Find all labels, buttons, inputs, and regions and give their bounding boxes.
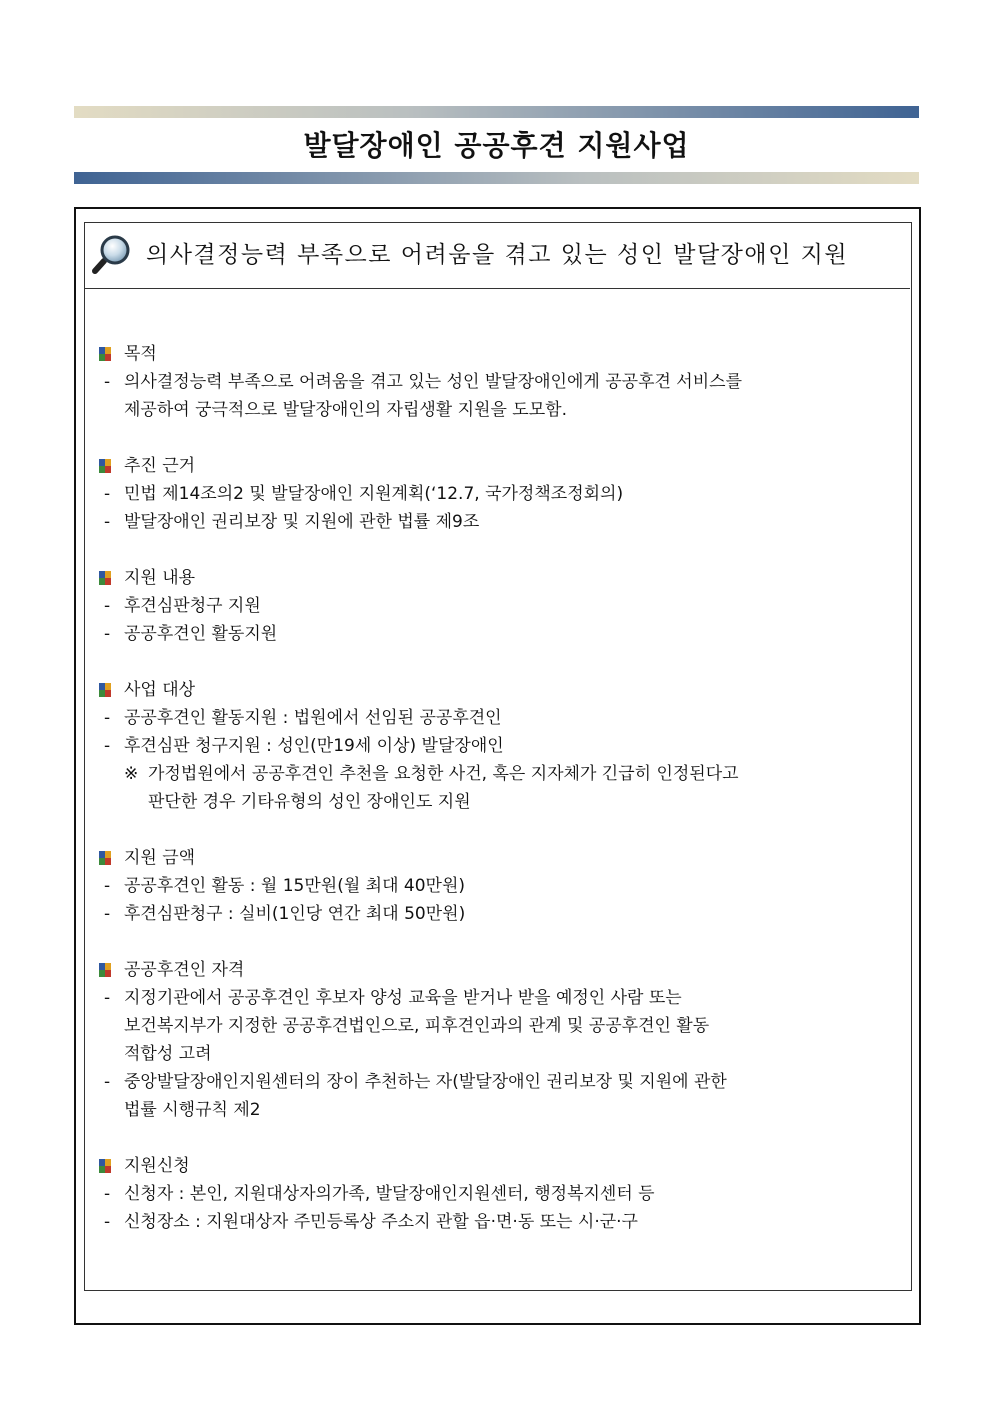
list-item [97,984,897,1068]
section-bullet-icon [99,683,111,697]
section-bullet-icon [99,963,111,977]
section-heading [97,1152,897,1180]
list-item [97,1208,897,1236]
list-item-line: 판단한 경우 기타유형의 성인 장애인도 지원 [148,792,471,812]
section [97,452,897,536]
section [97,340,897,424]
section-heading-text: 목적 [124,344,157,364]
list-item [97,508,897,536]
section [97,1152,897,1236]
list-dash: - [104,904,111,924]
list-item [97,592,897,620]
magnifier-icon [90,234,132,276]
section-bullet-icon [99,347,111,361]
list-dash: - [104,988,111,1008]
list-dash: - [104,596,111,616]
list-item [97,900,897,928]
list-item-line: 후견심판 청구지원 : 성인(만19세 이상) 발달장애인 [124,736,504,756]
section-bullet-icon [99,1159,111,1173]
page-title: 발달장애인 공공후견 지원사업 [303,129,690,162]
section [97,564,897,648]
note-mark: ※ [124,764,139,784]
list-item-line: 신청장소 : 지원대상자 주민등록상 주소지 관할 읍·면·동 또는 시·군·구 [124,1212,638,1232]
header-bar-top [74,106,919,118]
list-item-line: 공공후견인 활동지원 [124,624,278,644]
list-item-line: 공공후견인 활동 : 월 15만원(월 최대 40만원) [124,876,466,896]
section [97,844,897,928]
section-bullet-icon [99,459,111,473]
section-heading-text: 지원 내용 [124,568,196,588]
section-bullet-icon [99,571,111,585]
list-dash: - [104,876,111,896]
list-dash: - [104,1072,111,1092]
section-heading [97,956,897,984]
list-item [97,704,897,732]
list-dash: - [104,512,111,532]
header-bar-bottom [74,172,919,184]
list-dash: - [104,1212,111,1232]
section-heading-text: 공공후견인 자격 [124,960,245,980]
list-item-line: 공공후견인 활동지원 : 법원에서 선임된 공공후견인 [124,708,502,728]
list-dash: - [104,624,111,644]
list-dash: - [104,484,111,504]
list-item [97,1068,897,1124]
note-item [97,760,897,816]
section [97,956,897,1124]
list-item-line: 중앙발달장애인지원센터의 장이 추천하는 자(발달장애인 권리보장 및 지원에 관한 [124,1072,727,1092]
section-heading-text: 추진 근거 [124,456,196,476]
section-bullet-icon [99,851,111,865]
list-item-line: 후견심판청구 : 실비(1인당 연간 최대 50만원) [124,904,466,924]
list-item-line: 보건복지부가 지정한 공공후견법인으로, 피후견인과의 관계 및 공공후견인 활동 [124,1016,710,1036]
list-item-line: 법률 시행규칙 제2 [124,1100,261,1120]
list-item [97,732,897,760]
section-heading [97,340,897,368]
section [97,676,897,816]
list-item [97,1180,897,1208]
list-dash: - [104,708,111,728]
subtitle-row [84,222,910,289]
list-item [97,620,897,648]
list-dash: - [104,1184,111,1204]
list-item-line: 발달장애인 권리보장 및 지원에 관한 법률 제9조 [124,512,480,532]
list-item-line: 신청자 : 본인, 지원대상자의가족, 발달장애인지원센터, 행정복지센터 등 [124,1184,655,1204]
section-heading [97,564,897,592]
section-heading [97,452,897,480]
section-heading [97,844,897,872]
list-item-line: 지정기관에서 공공후견인 후보자 양성 교육을 받거나 받을 예정인 사람 또는 [124,988,682,1008]
list-item-line: 의사결정능력 부족으로 어려움을 겪고 있는 성인 발달장애인에게 공공후견 서비스를 [124,372,742,392]
list-item-line: 제공하여 궁극적으로 발달장애인의 자립생활 지원을 도모함. [124,400,567,420]
list-item-line: 후견심판청구 지원 [124,596,261,616]
section-heading [97,676,897,704]
section-heading-text: 사업 대상 [124,680,196,700]
list-item-line: 가정법원에서 공공후견인 추천을 요청한 사건, 혹은 지자체가 긴급히 인정된다고 [148,764,739,784]
list-item [97,872,897,900]
subtitle: 의사결정능력 부족으로 어려움을 겪고 있는 성인 발달장애인 지원 [146,242,849,268]
list-item-line: 민법 제14조의2 및 발달장애인 지원계획(‘12.7, 국가정책조정회의) [124,484,624,504]
list-dash: - [104,736,111,756]
list-item [97,480,897,508]
section-heading-text: 지원신청 [124,1156,190,1176]
list-item [97,368,897,424]
list-item-line: 적합성 고려 [124,1044,212,1064]
document-body [97,340,897,1264]
list-dash: - [104,372,111,392]
section-heading-text: 지원 금액 [124,848,196,868]
